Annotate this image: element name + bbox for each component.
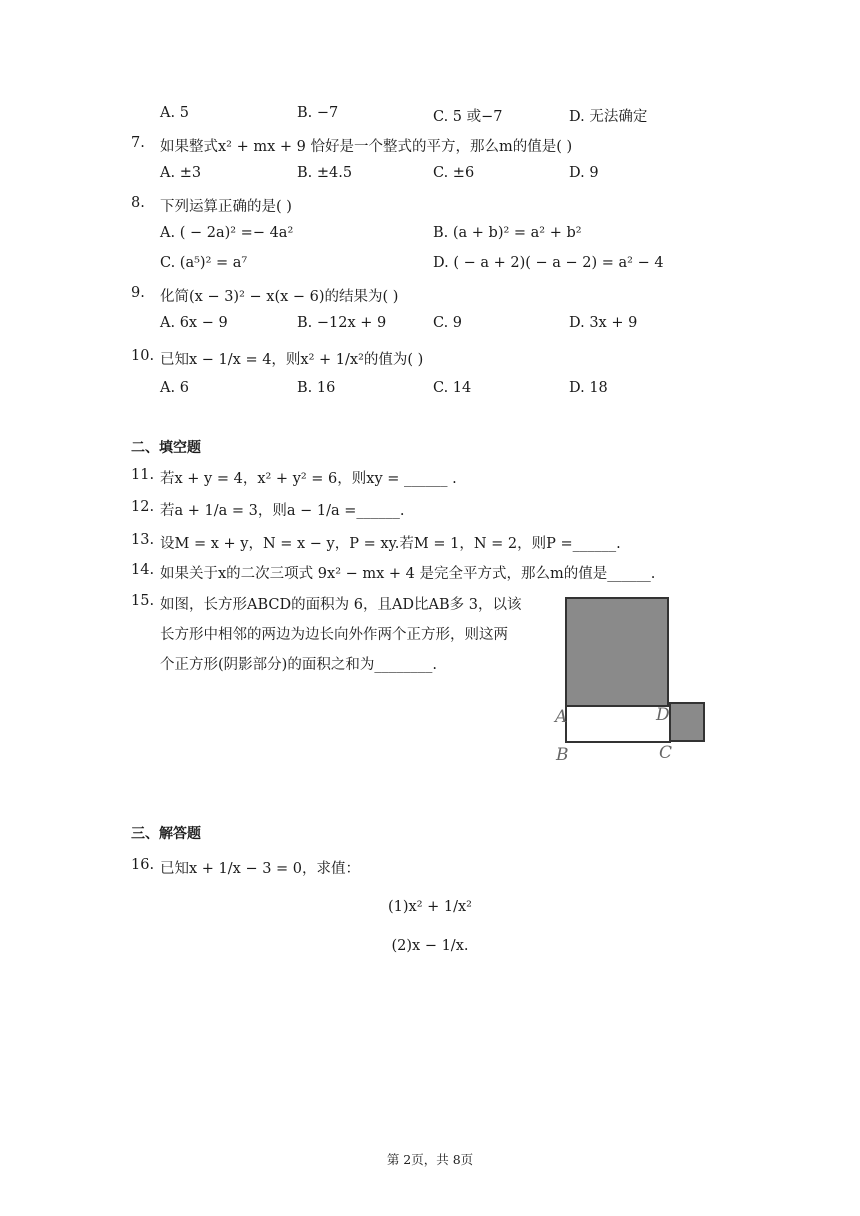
- large-shaded-square: [566, 598, 668, 706]
- q16-part-2: (2)x − 1/x.: [391, 938, 469, 954]
- q9-option-a: A. 6x − 9: [160, 315, 228, 331]
- q9-number: 9.: [131, 285, 145, 301]
- q12-text: 若a + 1/a = 3，则a − 1/a =______.: [160, 503, 405, 519]
- section-fill-in-heading: 二、填空题: [131, 440, 201, 456]
- label-d: D: [656, 705, 670, 725]
- q8-option-a: A. ( − 2a)² =− 4a²: [160, 225, 294, 241]
- q6-option-d: D. 无法确定: [569, 109, 648, 125]
- q10-number: 10.: [131, 348, 155, 364]
- q6-option-c: C. 5 或−7: [433, 109, 503, 125]
- page-footer: 第 2页，共 8页: [386, 1152, 474, 1167]
- q13-text: 设M = x + y，N = x − y，P = xy.若M = 1，N = 2，则P =______.: [160, 536, 621, 552]
- q12-number: 12.: [131, 499, 155, 515]
- q16-part-1: (1)x² + 1/x²: [388, 899, 472, 915]
- q7-number: 7.: [131, 135, 145, 151]
- q15-line-3: 个正方形(阴影部分)的面积之和为________.: [160, 657, 437, 673]
- q11-text: 若x + y = 4，x² + y² = 6，则xy = ______ .: [160, 471, 457, 487]
- q9-option-c: C. 9: [433, 315, 463, 331]
- section-solution-heading: 三、解答题: [131, 826, 201, 842]
- label-b: B: [556, 745, 569, 765]
- q9-text: 化简(x − 3)² − x(x − 6)的结果为( ): [160, 289, 399, 305]
- q8-option-b: B. (a + b)² = a² + b²: [433, 225, 582, 241]
- q7-option-a: A. ±3: [160, 165, 202, 181]
- q10-text: 已知x − 1/x = 4，则x² + 1/x²的值为( ): [160, 352, 424, 368]
- rectangle-abcd: [566, 706, 670, 742]
- q7-text: 如果整式x² + mx + 9 恰好是一个整式的平方，那么m的值是( ): [160, 139, 573, 155]
- q10-option-b: B. 16: [297, 380, 336, 396]
- label-c: C: [659, 743, 673, 763]
- q15-number: 15.: [131, 593, 155, 609]
- q7-option-c: C. ±6: [433, 165, 475, 181]
- rectangle-squares-figure: [540, 590, 720, 770]
- q8-option-c: C. (a⁵)² = a⁷: [160, 255, 248, 271]
- q15-line-1: 如图，长方形ABCD的面积为 6，且AD比AB多 3，以该: [160, 597, 522, 613]
- q7-option-b: B. ±4.5: [297, 165, 353, 181]
- small-shaded-square: [670, 703, 704, 741]
- q7-option-d: D. 9: [569, 165, 599, 181]
- q6-option-b: B. −7: [297, 105, 339, 121]
- q8-number: 8.: [131, 195, 145, 211]
- q8-option-d: D. ( − a + 2)( − a − 2) = a² − 4: [433, 255, 664, 271]
- q6-option-a: A. 5: [160, 105, 189, 121]
- q9-option-b: B. −12x + 9: [297, 315, 387, 331]
- q10-option-d: D. 18: [569, 380, 608, 396]
- q11-number: 11.: [131, 467, 155, 483]
- q15-line-2: 长方形中相邻的两边为边长向外作两个正方形，则这两: [160, 627, 508, 643]
- q14-text: 如果关于x的二次三项式 9x² − mx + 4 是完全平方式，那么m的值是______.: [160, 566, 656, 582]
- label-a: A: [555, 707, 568, 727]
- q16-text: 已知x + 1/x − 3 = 0，求值：: [160, 861, 361, 877]
- q10-option-c: C. 14: [433, 380, 472, 396]
- q8-text: 下列运算正确的是( ): [160, 199, 292, 215]
- q10-option-a: A. 6: [160, 380, 189, 396]
- q13-number: 13.: [131, 532, 155, 548]
- q9-option-d: D. 3x + 9: [569, 315, 638, 331]
- q16-number: 16.: [131, 857, 155, 873]
- q14-number: 14.: [131, 562, 155, 578]
